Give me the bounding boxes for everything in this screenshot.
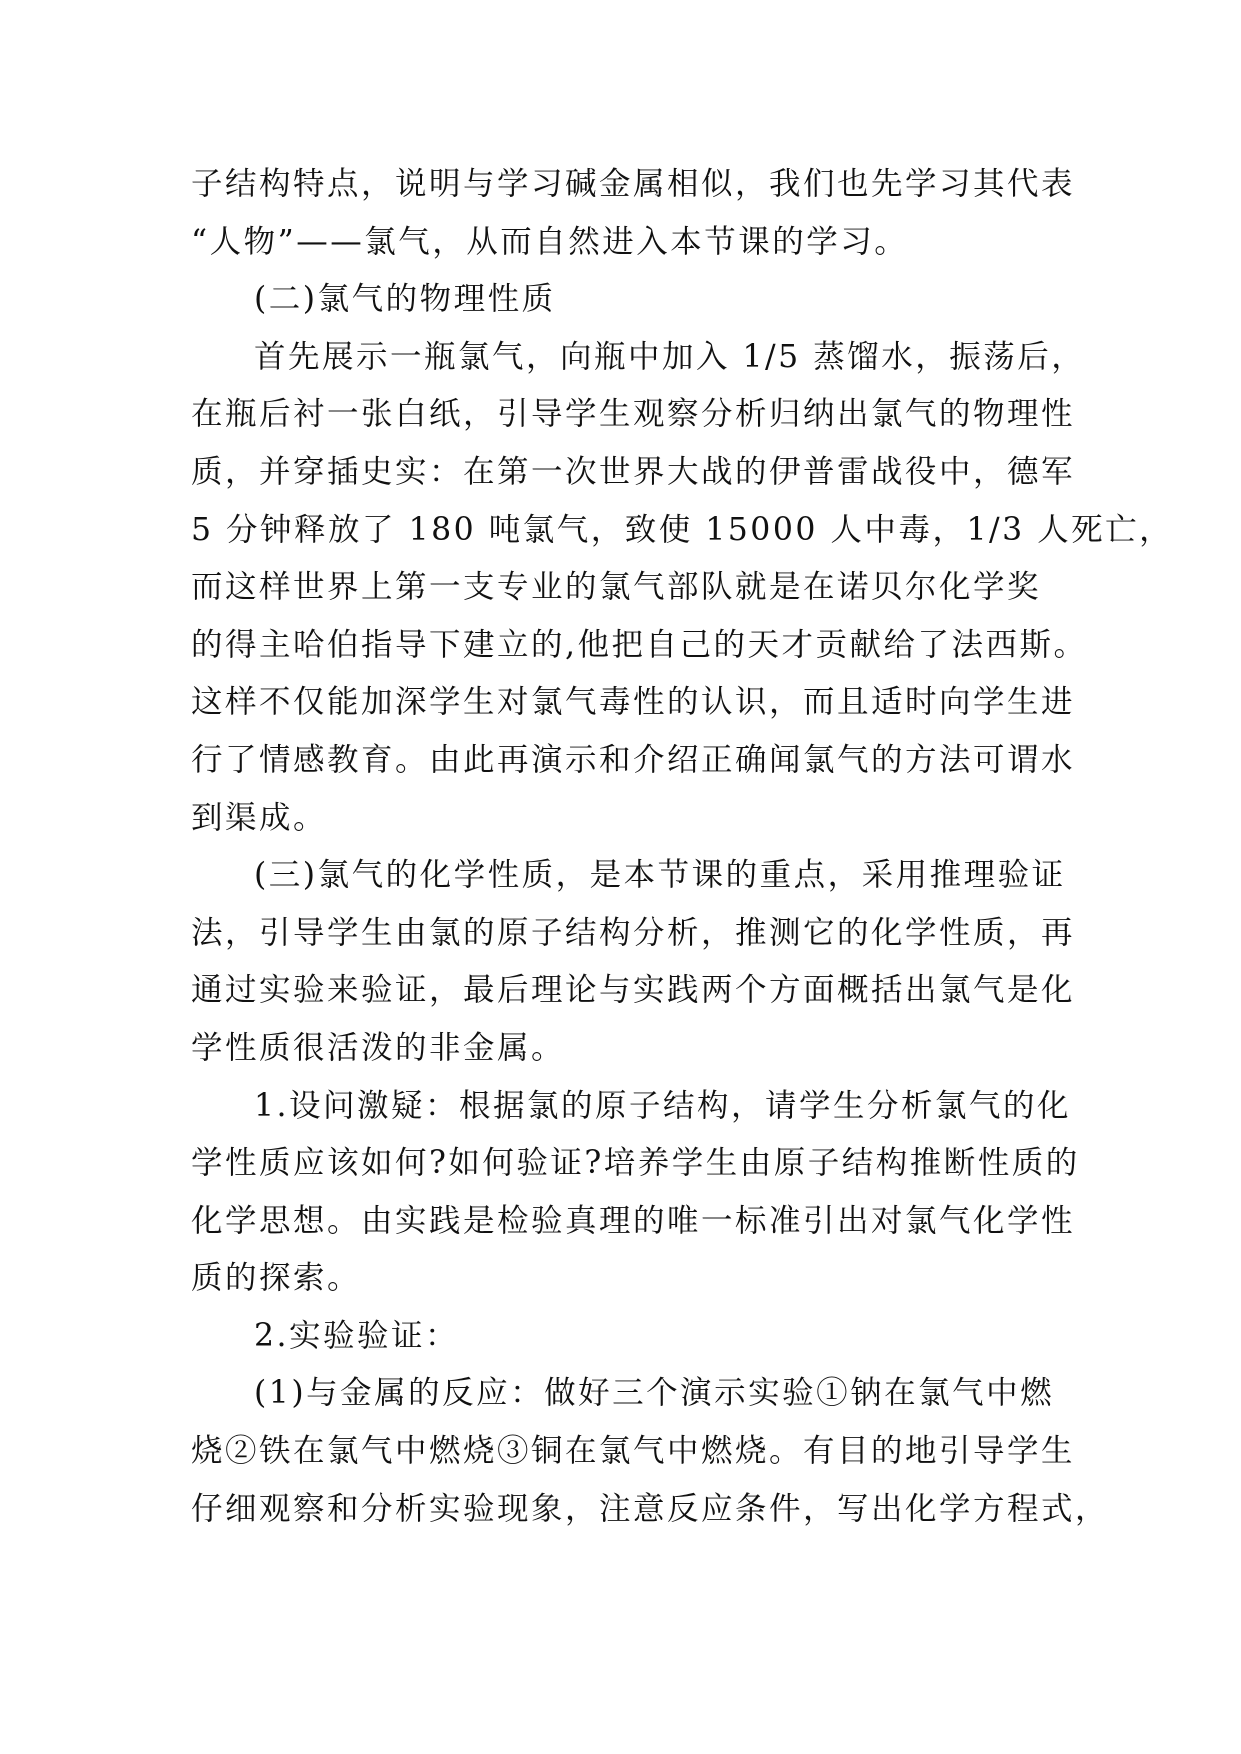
text-line: 2.实验验证： [254,1317,460,1354]
text-line: 的得主哈伯指导下建立的,他把自己的天才贡献给了法西斯。 [191,626,1088,663]
text-line: 首先展示一瓶氯气，向瓶中加入 1/5 蒸馏水，振荡后， [254,338,1086,375]
text-line: (二)氯气的物理性质 [254,281,556,318]
text-line: 质的探索。 [191,1260,362,1297]
text-line: 质，并穿插史实：在第一次世界大战的伊普雷战役中，德军 [191,453,1076,490]
text-line: 在瓶后衬一张白纸，引导学生观察分析归纳出氯气的物理性 [191,396,1076,433]
text-line: 行了情感教育。由此再演示和介绍正确闻氯气的方法可谓水 [191,741,1076,778]
text-line: 仔细观察和分析实验现象，注意反应条件，写出化学方程式， [191,1490,1110,1527]
text-line: 学性质很活泼的非金属。 [191,1029,566,1066]
text-line: 到渠成。 [191,799,328,836]
text-line: 烧②铁在氯气中燃烧③铜在氯气中燃烧。有目的地引导学生 [191,1433,1076,1470]
text-line: 5 分钟释放了 180 吨氯气，致使 15000 人中毒，1/3 人死亡， [191,511,1174,548]
text-line: 通过实验来验证，最后理论与实践两个方面概括出氯气是化 [191,972,1076,1009]
text-line: 学性质应该如何?如何验证?培养学生由原子结构推断性质的 [191,1145,1080,1182]
text-line: 化学思想。由实践是检验真理的唯一标准引出对氯气化学性 [191,1202,1076,1239]
text-line: 1.设问激疑：根据氯的原子结构，请学生分析氯气的化 [254,1087,1072,1124]
text-line: (1)与金属的反应：做好三个演示实验①钠在氯气中燃 [254,1375,1055,1412]
text-line: 法，引导学生由氯的原子结构分析，推测它的化学性质，再 [191,914,1076,951]
text-line: 子结构特点，说明与学习碱金属相似，我们也先学习其代表 [191,166,1076,202]
text-line: (三)氯气的化学性质，是本节课的重点，采用推理验证 [254,857,1066,894]
text-line: 而这样世界上第一支专业的氯气部队就是在诺贝尔化学奖 [191,569,1042,606]
text-line: “人物”——氯气，从而自然进入本节课的学习。 [191,223,909,260]
text-line: 这样不仅能加深学生对氯气毒性的认识，而且适时向学生进 [191,684,1076,721]
body-text [191,156,1174,1538]
